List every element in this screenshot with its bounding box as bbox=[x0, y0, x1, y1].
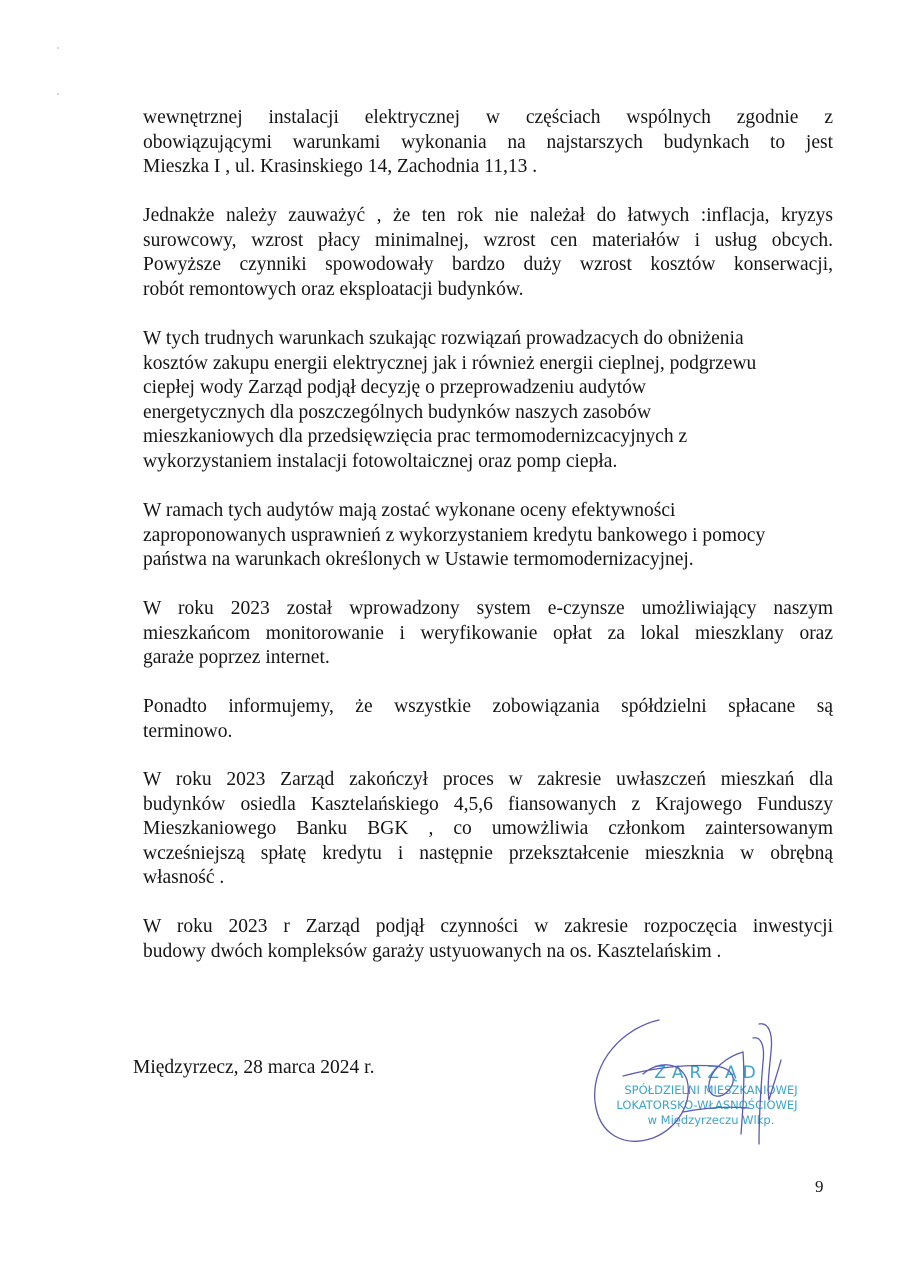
text-line: własność . bbox=[143, 867, 225, 889]
stamp-line-1: SPÓŁDZIELNI MIESZKANIOWEJ bbox=[624, 1083, 798, 1097]
text-line: garaże poprzez internet. bbox=[143, 647, 330, 669]
text-line: wewnętrznej instalacji elektrycznej w częściach wspólnych zgodnie z bbox=[143, 107, 833, 128]
text-line: ciepłej wody Zarząd podjął decyzję o przeprowadzeniu audytów bbox=[143, 377, 646, 399]
paragraph-e-czynsze bbox=[143, 597, 833, 671]
text-line: Jednakże należy zauważyć , że ten rok nie należał do łatwych :inflacja, kryzys bbox=[143, 205, 833, 226]
text-line: W roku 2023 r Zarząd podjął czynności w zakresie rozpoczęcia inwestycji bbox=[143, 916, 833, 937]
text-line: Powyższe czynniki spowodowały bardzo duży wzrost kosztów konserwacji, bbox=[143, 254, 833, 276]
place-and-date: Międzyrzecz, 28 marca 2024 r. bbox=[133, 1057, 375, 1078]
paragraph-audit-evaluation bbox=[143, 499, 833, 573]
paragraph-obligations bbox=[143, 695, 833, 744]
text-line: budowy dwóch kompleksów garaży ustyuowanych na os. Kasztelańskim . bbox=[143, 940, 722, 962]
text-line: W ramach tych audytów mają zostać wykonane oceny efektywności bbox=[143, 500, 676, 521]
paragraph-energy-audits bbox=[143, 327, 833, 475]
text-line: kosztów zakupu energii elektrycznej jak i również energii cieplnej, podgrzewu bbox=[143, 352, 757, 374]
text-line: energetycznych dla poszczególnych budynków naszych zasobów bbox=[143, 401, 652, 423]
scan-speck bbox=[57, 93, 59, 95]
paragraph-difficult-year bbox=[143, 204, 833, 302]
page-number: 9 bbox=[815, 1177, 824, 1196]
text-line: robót remontowych oraz eksploatacji budynków. bbox=[143, 278, 524, 300]
text-line: mieszkańcom monitorowanie i weryfikowanie opłat za lokal mieszklany oraz bbox=[143, 622, 833, 644]
text-line: wcześniejszą spłatę kredytu i następnie przekształcenie mieszknia w obrębną bbox=[143, 842, 833, 864]
paragraph-electrical-installation bbox=[143, 106, 833, 180]
text-line: W tych trudnych warunkach szukając rozwiązań prowadzacych do obniżenia bbox=[143, 328, 744, 349]
text-line: wykorzystaniem instalacji fotowoltaicznej oraz pomp ciepła. bbox=[143, 450, 618, 472]
board-stamp-signature bbox=[583, 1016, 833, 1166]
text-line: Ponadto informujemy, że wszystkie zobowiązania spółdzielni spłacane są bbox=[143, 696, 833, 717]
text-line: Mieszka I , ul. Krasinskiego 14, Zachodnia 11,13 . bbox=[143, 156, 538, 178]
scan-speck bbox=[57, 47, 59, 49]
text-line: W roku 2023 Zarząd zakończył proces w zakresie uwłaszczeń mieszkań dla bbox=[143, 769, 833, 790]
text-line: surowcowy, wzrost płacy minimalnej, wzrost cen materiałów i usług obcych. bbox=[143, 229, 833, 251]
stamp-title: ZARZĄD bbox=[654, 1063, 762, 1083]
text-line: państwa na warunkach określonych w Ustawie termomodernizacyjnej. bbox=[143, 549, 694, 571]
stamp-line-3: w Międzyrzeczu Wlkp. bbox=[647, 1113, 775, 1127]
text-line: Mieszkaniowego Banku BGK , co umowżliwia członkom zaintersowanym bbox=[143, 818, 833, 840]
text-line: terminowo. bbox=[143, 720, 233, 742]
text-line: W roku 2023 został wprowadzony system e-czynsze umożliwiający naszym bbox=[143, 598, 833, 619]
text-line: budynków osiedla Kasztelańskiego 4,5,6 fiansowanych z Krajowego Funduszy bbox=[143, 793, 833, 815]
text-line: mieszkaniowych dla przedsięwzięcia prac termomodernizcacyjnych z bbox=[143, 426, 688, 448]
text-line: obowiązującymi warunkami wykonania na najstarszych budynkach to jest bbox=[143, 131, 833, 153]
text-line: zaproponowanych usprawnień z wykorzystaniem kredytu bankowego i pomocy bbox=[143, 524, 766, 546]
paragraph-enfranchisement bbox=[143, 768, 833, 891]
stamp-line-2: LOKATORSKO-WŁASNOŚCIOWEJ bbox=[616, 1098, 798, 1112]
paragraph-garage-investment bbox=[143, 915, 833, 964]
